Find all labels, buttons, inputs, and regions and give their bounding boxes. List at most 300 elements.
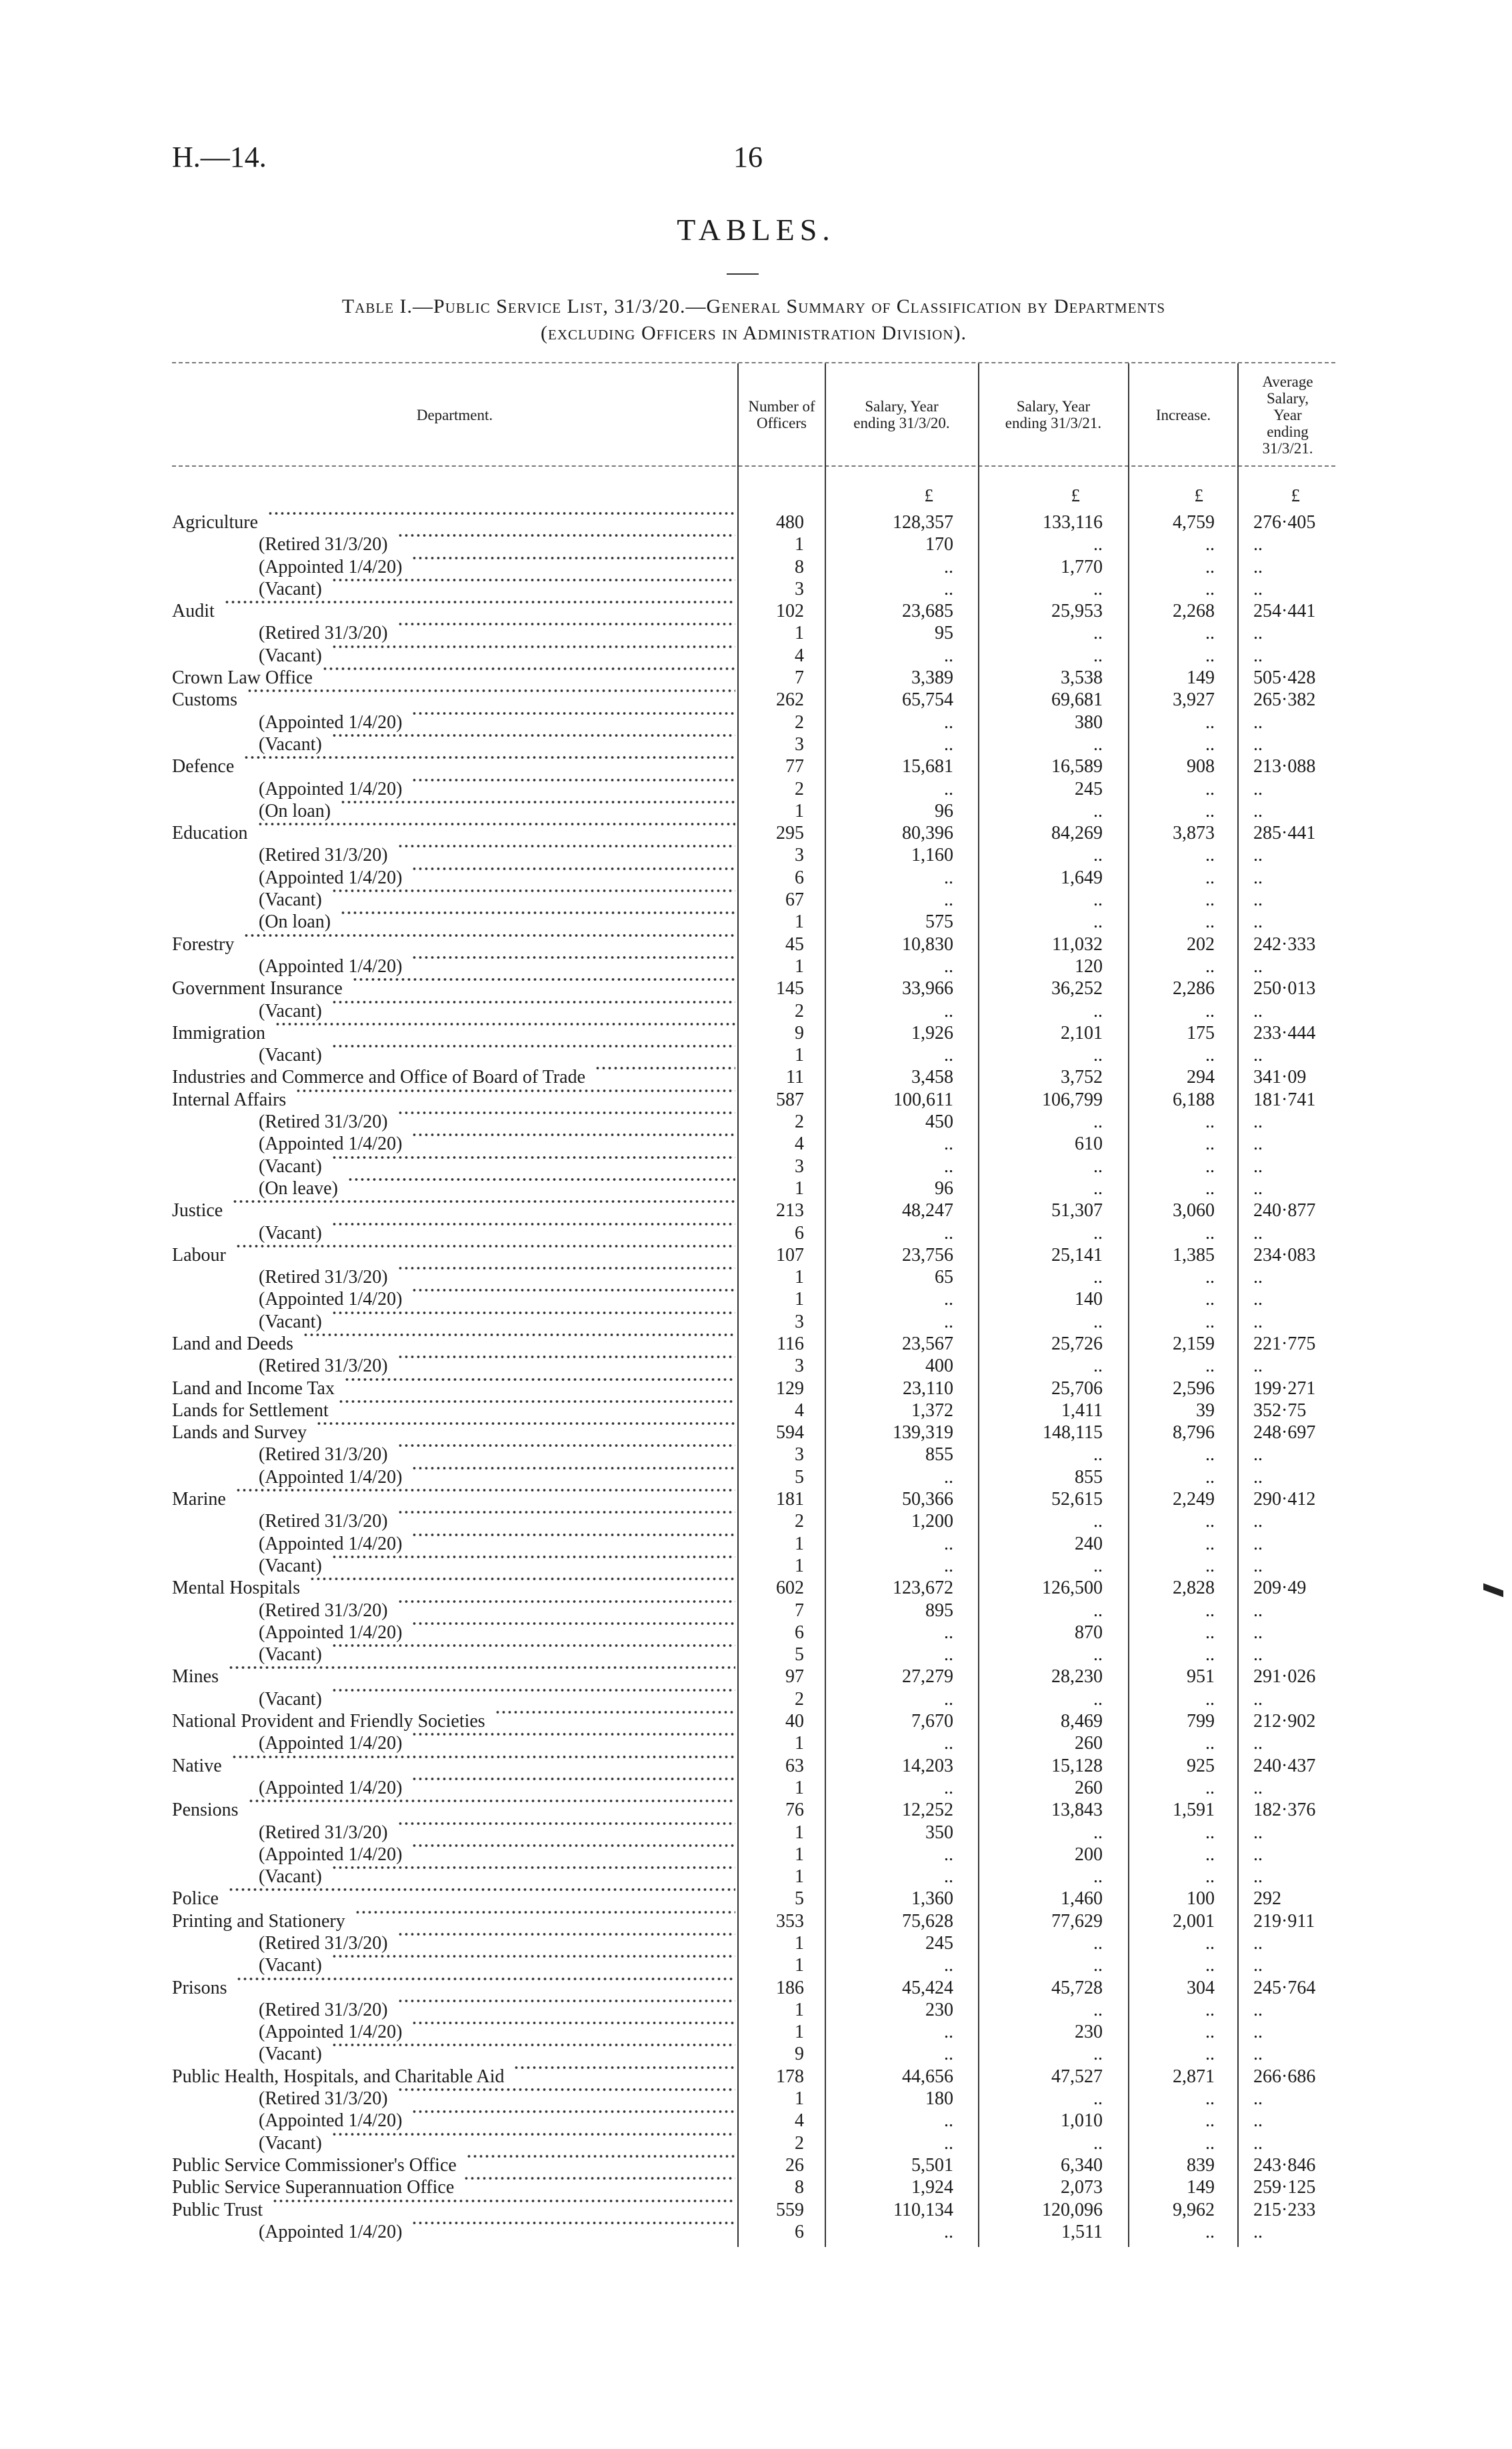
cell-number: 587 — [776, 1089, 804, 1110]
leader-dots — [355, 1910, 735, 1914]
cell-number: 1 — [795, 1933, 804, 1954]
table-row — [0, 822, 1512, 844]
cell-average-salary: .. — [1253, 1111, 1263, 1133]
cell-number: 3 — [795, 845, 804, 866]
cell-number: 5 — [795, 1644, 804, 1666]
cell-average-salary: 259·125 — [1253, 2177, 1316, 2198]
cell-salary-1921: .. — [1093, 1600, 1103, 1621]
department-label: Public Trust — [172, 2199, 263, 2220]
cell-increase: .. — [1205, 1045, 1215, 1066]
cell-average-salary: .. — [1253, 1311, 1263, 1332]
leader-dots — [331, 1866, 735, 1870]
cell-salary-1920: .. — [944, 1777, 953, 1798]
cell-increase: .. — [1205, 733, 1215, 755]
cell-increase: .. — [1205, 1111, 1215, 1133]
cell-salary-1920: .. — [944, 1289, 953, 1310]
cell-average-salary: 243·846 — [1253, 2154, 1316, 2176]
cell-number: 2 — [795, 1000, 804, 1021]
department-label: Labour — [172, 1244, 226, 1266]
table-row — [0, 2132, 1512, 2154]
leader-dots — [267, 511, 735, 515]
cell-number: 1 — [795, 623, 804, 644]
table-row — [0, 733, 1512, 755]
cell-average-salary: .. — [1253, 1822, 1263, 1843]
department-label: Immigration — [172, 1022, 265, 1043]
leader-dots — [397, 1111, 735, 1115]
leader-dots — [411, 955, 735, 959]
cell-average-salary: 212·902 — [1253, 1711, 1316, 1732]
cell-increase: .. — [1205, 2044, 1215, 2065]
sub-category-label: (Appointed 1/4/20) — [259, 711, 403, 733]
leader-dots — [397, 533, 735, 537]
department-label: Printing and Stationery — [172, 1910, 345, 1932]
cell-average-salary: .. — [1253, 623, 1263, 644]
cell-average-salary: .. — [1253, 1177, 1263, 1199]
cell-increase: .. — [1205, 711, 1215, 733]
cell-increase: .. — [1205, 1511, 1215, 1532]
cell-salary-1921: .. — [1093, 1644, 1103, 1666]
leader-dots — [303, 1333, 735, 1337]
leader-dots — [411, 1622, 735, 1626]
cell-average-salary: .. — [1253, 1000, 1263, 1021]
leader-dots — [231, 1755, 735, 1759]
cell-number: 1 — [795, 1555, 804, 1576]
leader-dots — [247, 689, 735, 693]
leader-dots — [331, 1155, 735, 1159]
sub-category-label: (Appointed 1/4/20) — [259, 556, 403, 577]
cell-number: 594 — [776, 1422, 804, 1444]
cell-number: 1 — [795, 1733, 804, 1754]
cell-average-salary: 266·686 — [1253, 2066, 1316, 2087]
cell-increase: .. — [1205, 1866, 1215, 1888]
cell-salary-1921: 148,115 — [1043, 1422, 1103, 1444]
cell-increase: .. — [1205, 1933, 1215, 1954]
cell-increase: 925 — [1187, 1755, 1215, 1776]
table-row — [0, 1732, 1512, 1754]
department-label: Lands and Survey — [172, 1422, 307, 1444]
cell-salary-1920: .. — [944, 1688, 953, 1710]
department-label: Customs — [172, 689, 238, 711]
leader-dots — [331, 578, 735, 582]
leader-dots — [411, 1288, 735, 1292]
sub-category-label: (Retired 31/3/20) — [259, 1600, 388, 1621]
cell-average-salary: .. — [1253, 578, 1263, 599]
cell-average-salary: .. — [1253, 733, 1263, 755]
cell-salary-1920: .. — [944, 867, 953, 888]
column-header-increase: Increase. — [1155, 406, 1211, 423]
cell-salary-1921: .. — [1093, 534, 1103, 555]
cell-salary-1921: 25,953 — [1051, 601, 1103, 622]
cell-average-salary: .. — [1253, 2132, 1263, 2154]
cell-increase: .. — [1205, 778, 1215, 799]
cell-salary-1921: 855 — [1075, 1466, 1103, 1488]
cell-number: 1 — [795, 1844, 804, 1865]
cell-average-salary: 245·764 — [1253, 1977, 1316, 1998]
cell-average-salary: .. — [1253, 1133, 1263, 1155]
cell-number: 2 — [795, 1511, 804, 1532]
cell-number: 102 — [776, 601, 804, 622]
cell-salary-1920: 1,372 — [911, 1400, 953, 1421]
cell-number: 3 — [795, 1444, 804, 1466]
cell-number: 1 — [795, 1177, 804, 1199]
cell-salary-1920: 139,319 — [893, 1422, 953, 1444]
sub-category-label: (Vacant) — [259, 1045, 322, 1066]
section-title: TABLES. — [677, 213, 835, 247]
cell-salary-1920: 450 — [925, 1111, 953, 1133]
cell-number: 5 — [795, 1466, 804, 1488]
cell-number: 2 — [795, 711, 804, 733]
sub-category-label: (Appointed 1/4/20) — [259, 778, 403, 799]
cell-salary-1920: 110,134 — [893, 2199, 953, 2220]
leader-dots — [331, 1222, 735, 1226]
cell-increase: .. — [1205, 1555, 1215, 1576]
header-bottom-rule — [172, 465, 1335, 467]
table-row — [0, 1555, 1512, 1577]
table-row — [0, 1688, 1512, 1710]
cell-increase: 3,873 — [1173, 823, 1215, 844]
leader-dots — [309, 1577, 735, 1581]
cell-increase: 9,962 — [1173, 2199, 1215, 2220]
sub-category-label: (Retired 31/3/20) — [259, 623, 388, 644]
cell-salary-1921: 77,629 — [1051, 1910, 1103, 1932]
cell-salary-1921: 1,770 — [1061, 556, 1103, 577]
cell-number: 6 — [795, 1222, 804, 1244]
cell-salary-1921: 28,230 — [1051, 1666, 1103, 1688]
table-row — [0, 778, 1512, 800]
table-row — [0, 1954, 1512, 1976]
leader-dots — [347, 1177, 735, 1181]
cell-salary-1920: 1,160 — [911, 845, 953, 866]
cell-number: 8 — [795, 556, 804, 577]
cell-salary-1920: 895 — [925, 1600, 953, 1621]
cell-number: 1 — [795, 2022, 804, 2043]
cell-salary-1921: 25,726 — [1051, 1333, 1103, 1354]
cell-number: 107 — [776, 1244, 804, 1266]
cell-number: 1 — [795, 1999, 804, 2020]
cell-average-salary: 221·775 — [1253, 1333, 1316, 1354]
cell-salary-1920: .. — [944, 1622, 953, 1643]
sub-category-label: (On leave) — [259, 1177, 338, 1199]
sub-category-label: (Appointed 1/4/20) — [259, 2022, 403, 2043]
cell-average-salary: 290·412 — [1253, 1489, 1316, 1510]
leader-dots — [397, 2088, 735, 2092]
cell-salary-1920: 170 — [925, 534, 953, 555]
sub-category-label: (Vacant) — [259, 1000, 322, 1021]
table-row — [0, 1577, 1512, 1599]
cell-salary-1921: .. — [1093, 733, 1103, 755]
table-body — [0, 511, 1512, 2243]
leader-dots — [331, 2132, 735, 2136]
cell-increase: .. — [1205, 2088, 1215, 2110]
cell-number: 4 — [795, 2110, 804, 2132]
sub-category-label: (Retired 31/3/20) — [259, 1356, 388, 1377]
cell-increase: .. — [1205, 955, 1215, 977]
cell-increase: 799 — [1187, 1711, 1215, 1732]
cell-increase: .. — [1205, 1844, 1215, 1865]
cell-average-salary: .. — [1253, 2088, 1263, 2110]
sub-category-label: (Vacant) — [259, 1311, 322, 1332]
column-header-number: Number of Officers — [748, 398, 815, 431]
cell-increase: 2,871 — [1173, 2066, 1215, 2087]
cell-increase: .. — [1205, 556, 1215, 577]
cell-salary-1920: .. — [944, 2110, 953, 2132]
cell-salary-1921: 69,681 — [1051, 689, 1103, 711]
table-row — [0, 1755, 1512, 1777]
table-row — [0, 1111, 1512, 1133]
cell-salary-1920: 65 — [935, 1267, 953, 1288]
cell-salary-1921: .. — [1093, 800, 1103, 821]
cell-increase: .. — [1205, 800, 1215, 821]
sub-category-label: (Retired 31/3/20) — [259, 1267, 388, 1288]
cell-increase: 149 — [1187, 667, 1215, 689]
sub-category-label: (Retired 31/3/20) — [259, 1822, 388, 1843]
table-row — [0, 1866, 1512, 1888]
cell-average-salary: .. — [1253, 645, 1263, 666]
cell-increase: .. — [1205, 2221, 1215, 2242]
table-row — [0, 867, 1512, 889]
cell-number: 129 — [776, 1378, 804, 1399]
cell-increase: .. — [1205, 1533, 1215, 1554]
cell-number: 3 — [795, 1311, 804, 1332]
cell-salary-1921: .. — [1093, 1999, 1103, 2020]
cell-salary-1921: .. — [1093, 1177, 1103, 1199]
sub-category-label: (Appointed 1/4/20) — [259, 1533, 403, 1554]
cell-number: 1 — [795, 1822, 804, 1843]
cell-number: 213 — [776, 1200, 804, 1221]
cell-salary-1921: .. — [1093, 1311, 1103, 1332]
department-label: Public Health, Hospitals, and Charitable Aid — [172, 2066, 505, 2087]
cell-increase: .. — [1205, 645, 1215, 666]
department-label: Mines — [172, 1666, 219, 1688]
cell-salary-1920: 350 — [925, 1822, 953, 1843]
leader-dots — [235, 1488, 735, 1492]
cell-salary-1920: 27,279 — [902, 1666, 953, 1688]
cell-number: 5 — [795, 1888, 804, 1910]
cell-increase: .. — [1205, 1466, 1215, 1488]
table-row — [0, 1622, 1512, 1644]
leader-dots — [397, 1444, 735, 1448]
cell-salary-1921: .. — [1093, 845, 1103, 866]
table-row — [0, 933, 1512, 955]
leader-dots — [595, 1066, 735, 1070]
leader-dots — [243, 933, 735, 937]
table-row — [0, 2088, 1512, 2110]
leader-dots — [411, 867, 735, 871]
table-row — [0, 1222, 1512, 1244]
sub-category-label: (Vacant) — [259, 1155, 322, 1177]
cell-salary-1921: .. — [1093, 889, 1103, 911]
document-code: H.—14. — [172, 141, 267, 173]
cell-salary-1920: .. — [944, 2221, 953, 2242]
cell-average-salary: .. — [1253, 2110, 1263, 2132]
table-row — [0, 1799, 1512, 1821]
sub-category-label: (Vacant) — [259, 2044, 322, 2065]
sub-category-label: (Retired 31/3/20) — [259, 1511, 388, 1532]
table-row — [0, 1244, 1512, 1266]
table-row — [0, 1844, 1512, 1866]
cell-salary-1920: 14,203 — [902, 1755, 953, 1776]
leader-dots — [495, 1710, 735, 1714]
cell-number: 3 — [795, 1155, 804, 1177]
sub-category-label: (Vacant) — [259, 1866, 322, 1888]
cell-number: 7 — [795, 1600, 804, 1621]
cell-increase: .. — [1205, 1267, 1215, 1288]
cell-salary-1920: 80,396 — [902, 823, 953, 844]
cell-salary-1920: .. — [944, 2132, 953, 2154]
cell-average-salary: .. — [1253, 1866, 1263, 1888]
cell-average-salary: 181·741 — [1253, 1089, 1316, 1110]
unit-pound: £ — [924, 485, 933, 505]
table-row — [0, 1333, 1512, 1355]
cell-number: 6 — [795, 867, 804, 888]
cell-salary-1920: 1,924 — [911, 2177, 953, 2198]
table-row — [0, 1488, 1512, 1510]
cell-number: 145 — [776, 978, 804, 999]
cell-salary-1921: 25,706 — [1051, 1378, 1103, 1399]
cell-number: 353 — [776, 1910, 804, 1932]
table-row — [0, 645, 1512, 667]
cell-salary-1920: 33,966 — [902, 978, 953, 999]
cell-number: 2 — [795, 1111, 804, 1133]
department-label: Agriculture — [172, 512, 259, 533]
table-row — [0, 1066, 1512, 1088]
cell-salary-1920: .. — [944, 1644, 953, 1666]
cell-average-salary: .. — [1253, 556, 1263, 577]
leader-dots — [243, 755, 735, 759]
leader-dots — [411, 2221, 735, 2225]
cell-salary-1920: .. — [944, 1133, 953, 1155]
cell-increase: 908 — [1187, 756, 1215, 777]
cell-increase: 2,828 — [1173, 1578, 1215, 1599]
cell-increase: 3,927 — [1173, 689, 1215, 711]
table-row — [0, 2021, 1512, 2043]
cell-increase: 39 — [1196, 1400, 1215, 1421]
leader-dots — [338, 1400, 735, 1404]
cell-number: 26 — [785, 2154, 804, 2176]
cell-number: 295 — [776, 823, 804, 844]
cell-salary-1921: .. — [1093, 645, 1103, 666]
leader-dots — [331, 1000, 735, 1004]
cell-number: 1 — [795, 955, 804, 977]
department-label: Prisons — [172, 1977, 227, 1998]
cell-salary-1921: 51,307 — [1051, 1200, 1103, 1221]
leader-dots — [228, 1666, 735, 1670]
cell-salary-1921: .. — [1093, 1511, 1103, 1532]
cell-salary-1921: 106,799 — [1042, 1089, 1103, 1110]
cell-salary-1920: .. — [944, 889, 953, 911]
cell-average-salary: .. — [1253, 1999, 1263, 2020]
cell-salary-1920: 855 — [925, 1444, 953, 1466]
cell-average-salary: .. — [1253, 1955, 1263, 1976]
department-label: Internal Affairs — [172, 1089, 287, 1110]
cell-salary-1921: 200 — [1075, 1844, 1103, 1865]
cell-average-salary: .. — [1253, 1933, 1263, 1954]
cell-salary-1921: .. — [1093, 1822, 1103, 1843]
cell-increase: .. — [1205, 867, 1215, 888]
cell-salary-1920: .. — [944, 733, 953, 755]
cell-number: 76 — [785, 1800, 804, 1821]
table-row — [0, 1266, 1512, 1288]
cell-salary-1920: .. — [944, 711, 953, 733]
column-header-salary-1920: Salary, Year ending 31/3/20. — [853, 398, 950, 431]
leader-dots — [331, 1555, 735, 1559]
department-label: Marine — [172, 1489, 226, 1510]
cell-salary-1920: .. — [944, 778, 953, 799]
cell-salary-1921: 260 — [1075, 1777, 1103, 1798]
cell-salary-1920: 180 — [925, 2088, 953, 2110]
cell-number: 67 — [785, 889, 804, 911]
leader-dots — [331, 2043, 735, 2047]
table-row — [0, 622, 1512, 644]
cell-number: 480 — [776, 512, 804, 533]
cell-average-salary: .. — [1253, 1622, 1263, 1643]
cell-salary-1921: 3,752 — [1061, 1067, 1103, 1088]
cell-average-salary: .. — [1253, 1644, 1263, 1666]
cell-average-salary: .. — [1253, 778, 1263, 799]
leader-dots — [397, 1932, 735, 1936]
department-label: Education — [172, 823, 248, 844]
leader-dots — [397, 1822, 735, 1826]
cell-salary-1921: 140 — [1075, 1289, 1103, 1310]
cell-salary-1921: 1,649 — [1061, 867, 1103, 888]
cell-increase: 175 — [1187, 1022, 1215, 1043]
cell-salary-1920: .. — [944, 1000, 953, 1021]
table-row — [0, 1288, 1512, 1310]
table-row — [0, 1089, 1512, 1111]
cell-salary-1921: 120,096 — [1042, 2199, 1103, 2220]
cell-number: 3 — [795, 733, 804, 755]
cell-number: 1 — [795, 1866, 804, 1888]
cell-salary-1921: 2,101 — [1061, 1022, 1103, 1043]
cell-salary-1921: 380 — [1075, 711, 1103, 733]
table-row — [0, 1910, 1512, 1932]
cell-salary-1920: .. — [944, 1844, 953, 1865]
leader-dots — [411, 1844, 735, 1848]
cell-salary-1920: .. — [944, 1466, 953, 1488]
sub-category-label: (Vacant) — [259, 1222, 322, 1244]
leader-dots — [352, 977, 735, 981]
sub-category-label: (Vacant) — [259, 733, 322, 755]
cell-average-salary: 234·083 — [1253, 1244, 1316, 1266]
cell-salary-1921: 1,460 — [1061, 1888, 1103, 1910]
cell-average-salary: .. — [1253, 2022, 1263, 2043]
cell-salary-1920: 10,830 — [902, 933, 953, 955]
cell-average-salary: 352·75 — [1253, 1400, 1307, 1421]
cell-salary-1921: 15,128 — [1051, 1755, 1103, 1776]
leader-dots — [411, 556, 735, 560]
cell-salary-1920: 5,501 — [911, 2154, 953, 2176]
cell-average-salary: .. — [1253, 1844, 1263, 1865]
cell-increase: .. — [1205, 1155, 1215, 1177]
sub-category-label: (Retired 31/3/20) — [259, 2088, 388, 2110]
sub-category-label: (Vacant) — [259, 1955, 322, 1976]
cell-number: 2 — [795, 2132, 804, 2154]
cell-salary-1920: 65,754 — [902, 689, 953, 711]
cell-increase: .. — [1205, 2022, 1215, 2043]
cell-salary-1921: .. — [1093, 1444, 1103, 1466]
leader-dots — [397, 622, 735, 626]
department-label: Lands for Settlement — [172, 1400, 329, 1421]
unit-pound: £ — [1071, 485, 1080, 505]
cell-number: 1 — [795, 1777, 804, 1798]
cell-salary-1920: .. — [944, 556, 953, 577]
cell-salary-1920: 23,567 — [902, 1333, 953, 1354]
cell-salary-1920: 75,628 — [902, 1910, 953, 1932]
sub-category-label: (Vacant) — [259, 889, 322, 911]
column-header-department: Department. — [416, 406, 493, 423]
cell-increase: 8,796 — [1173, 1422, 1215, 1444]
cell-salary-1921: .. — [1093, 1356, 1103, 1377]
